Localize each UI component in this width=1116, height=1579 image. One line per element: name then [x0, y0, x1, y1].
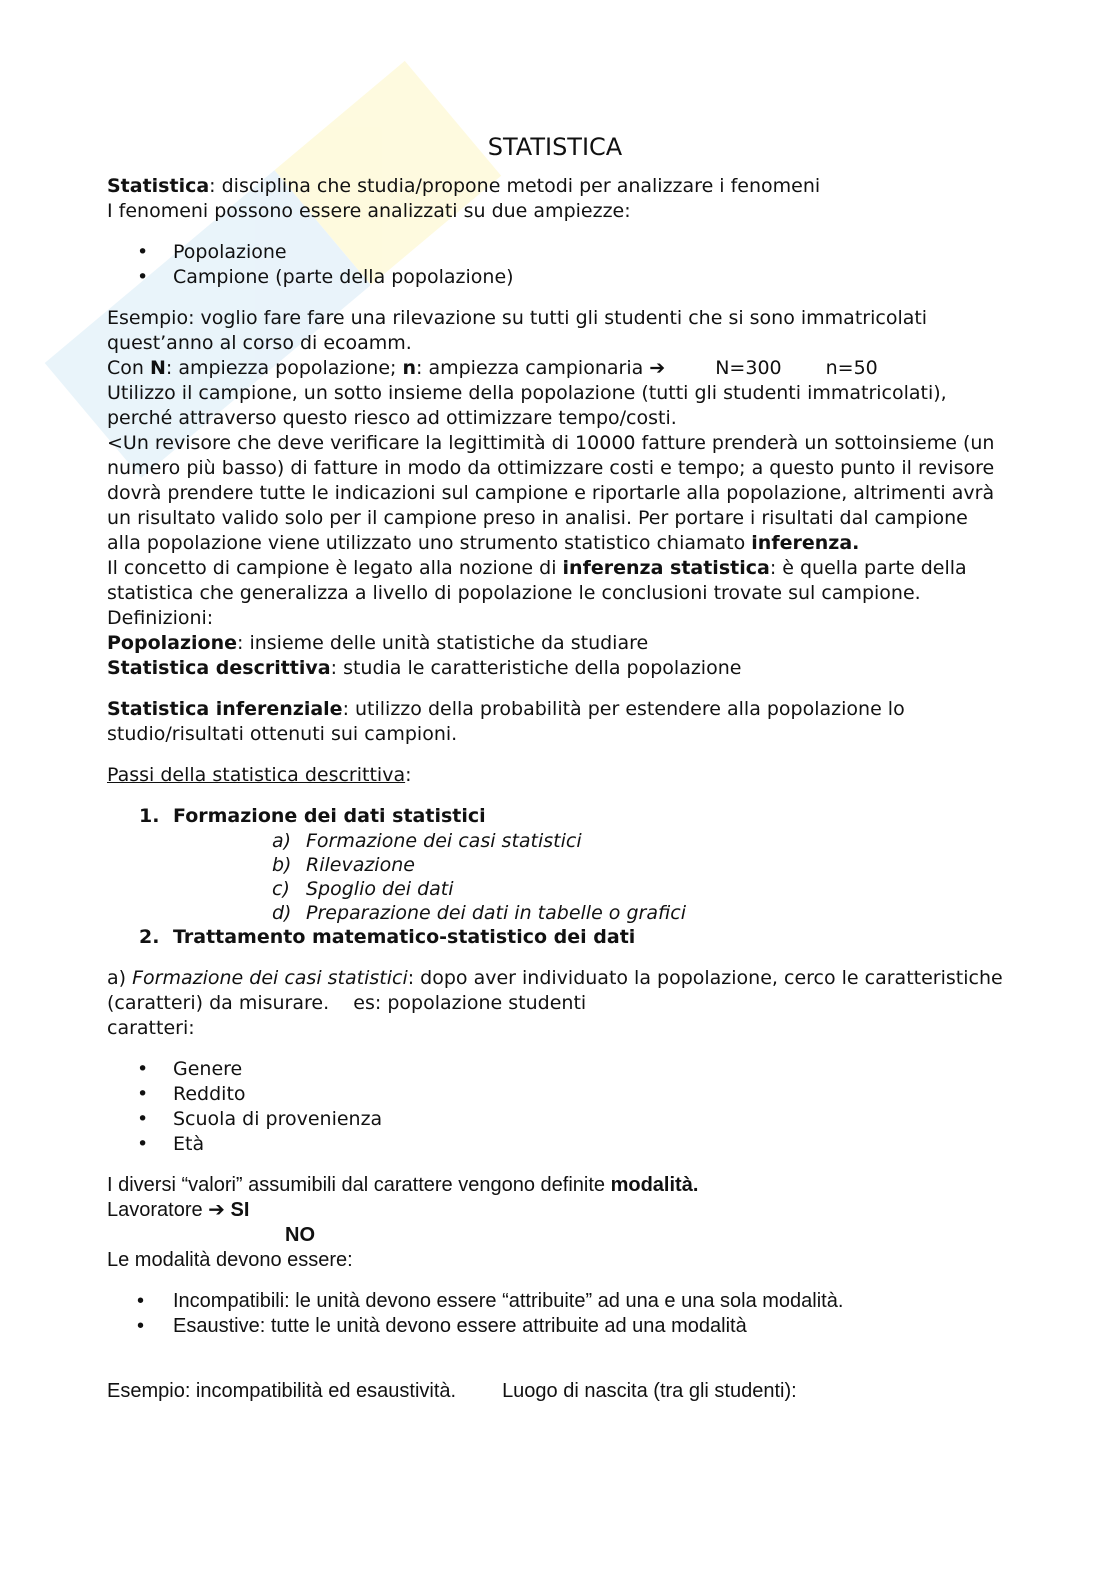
- document-title: STATISTICA: [487, 133, 623, 161]
- definition-inferenziale: Statistica inferenziale: utilizzo della probabilità per estendere alla popolazione lo studio/risultati ottenuti sui campioni.: [107, 698, 905, 745]
- step-item: 1. Formazione dei dati statistici a) Formazione dei casi statistici b) Rilevazione c) Spoglio dei dati d) Preparazione dei dati in tabelle o grafici: [107, 804, 1007, 925]
- definition: Statistica descrittiva: studia le caratteristiche della popolazione: [107, 657, 742, 679]
- text: Utilizzo il campione, un sotto insieme della popolazione (tutti gli studenti immatricolati), perché attraverso questo riesco ad ottimizzare tempo/costi.: [107, 382, 947, 429]
- list-item: • Campione (parte della popolazione): [107, 265, 1007, 290]
- text: Esempio: voglio fare fare una rilevazione su tutti gli studenti che si sono immatricolati quest’anno al corso di ecoamm.: [107, 307, 928, 354]
- text: Il concetto di campione è legato alla nozione di inferenza statistica: è quella parte della statistica che generalizza a livello di popolazione le conclusioni trovate sul campione.: [107, 557, 967, 604]
- text: <Un revisore che deve verificare la legittimità di 10000 fatture prenderà un sottoinsieme (un numero più basso) di fatture in modo da ottimizzare costi e tempo; a questo punto il revisore dovrà prendere tutte le indicazioni sul campione e riportarle alla popolazione, altrimenti avrà un risultato valido solo per il campione preso in analisi. Per portare i risultati dal campione alla popolazione viene utilizzato uno strumento statistico chiamato inferenza.: [107, 432, 995, 554]
- example-line: Esempio: incompatibilità ed esaustività. Luogo di nascita (tra gli studenti):: [107, 1380, 797, 1402]
- list-item: • Popolazione: [107, 240, 1007, 265]
- bullet-list-caratteri: [107, 1057, 1007, 1157]
- text: I fenomeni possono essere analizzati su due ampiezze:: [107, 200, 631, 222]
- substep-item: a) Formazione dei casi statistici: [272, 830, 582, 852]
- steps-list: [107, 804, 1007, 950]
- sample-size-line: Con N: ampiezza popolazione; n: ampiezza campionaria ➔ N=300 n=50: [107, 357, 878, 379]
- list-item: • Incompatibili: le unità devono essere “attribuite” ad una e una sola modalità.: [107, 1289, 1007, 1314]
- substep-item: c) Spoglio dei dati: [272, 878, 454, 900]
- term: Statistica: [107, 175, 210, 197]
- steps-heading: Passi della statistica descrittiva:: [107, 764, 412, 786]
- bullet-list-ampiezze: [107, 240, 1007, 290]
- list-item: • Reddito: [107, 1082, 1007, 1107]
- list-item: • Età: [107, 1132, 1007, 1157]
- substeps-list: [107, 829, 1007, 925]
- definition: Popolazione: insieme delle unità statistiche da studiare: [107, 632, 649, 654]
- substep-item: b) Rilevazione: [272, 854, 415, 876]
- text: : disciplina che studia/propone metodi per analizzare i fenomeni: [209, 175, 821, 197]
- list-item: • Genere: [107, 1057, 1007, 1082]
- text: Definizioni:: [107, 607, 214, 629]
- list-item: • Scuola di provenienza: [107, 1107, 1007, 1132]
- bullet-list-modalita: [107, 1289, 1007, 1339]
- formazione-paragraph: a) Formazione dei casi statistici: dopo aver individuato la popolazione, cerco le caratteristiche (caratteri) da misurare. es: popolazione studenti caratteri:: [107, 967, 1009, 1039]
- modalita-paragraph: I diversi “valori” assumibili dal carattere vengono definite modalità. Lavoratore ➔ SI NO Le modalità devono essere:: [107, 1174, 699, 1271]
- example-paragraph: [107, 306, 1007, 681]
- list-item: • Esaustive: tutte le unità devono essere attribuite ad una modalità: [107, 1314, 1007, 1339]
- step-item: 2. Trattamento matematico-statistico dei dati: [139, 926, 636, 948]
- intro-paragraph: [107, 174, 1007, 224]
- substep-item: d) Preparazione dei dati in tabelle o grafici: [272, 902, 686, 924]
